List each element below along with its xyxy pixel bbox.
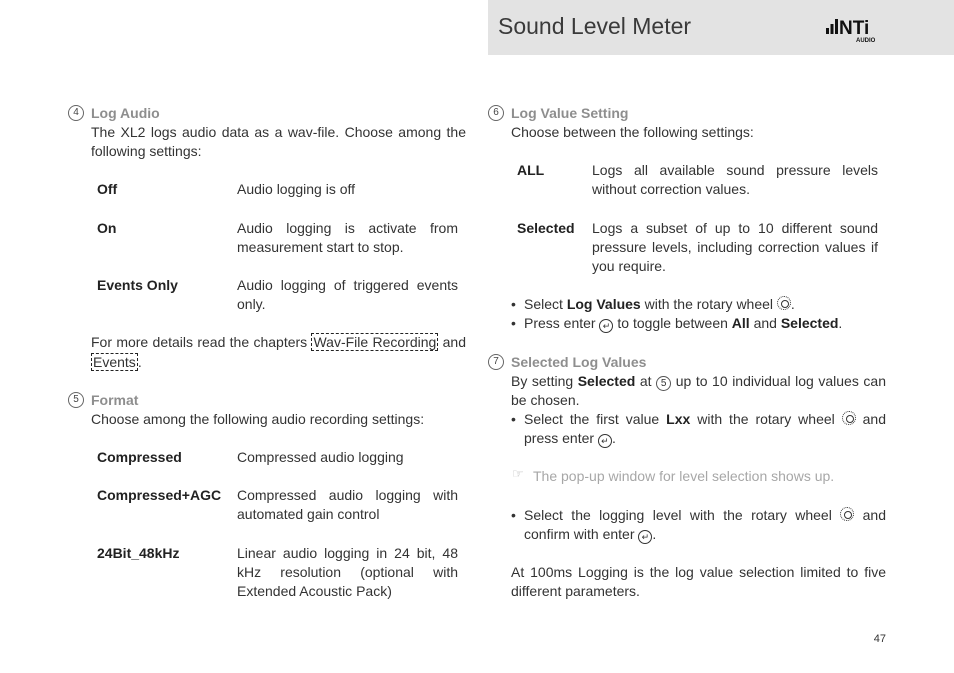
selected-log-values-intro [488,372,886,410]
logo-wordmark: NTi [839,18,870,39]
events-link[interactable]: Events [93,353,136,370]
page-number: 47 [873,633,886,645]
option-key: Compressed [97,449,182,466]
note [488,467,886,486]
format-options [97,448,458,601]
format-intro: Choose among the following audio recording settings: [91,410,425,427]
enter-icon: ↵ [598,434,612,448]
page-title: Sound Level Meter [498,13,692,39]
bullet-item [511,410,886,448]
selected-log-bullets-1 [488,410,886,448]
option-row [97,544,458,602]
option-key: On [97,219,117,236]
bullet-bold: All [731,315,750,332]
rotary-wheel-icon [842,411,856,425]
bullet-text: to toggle between [613,315,732,332]
option-value: Linear audio logging in 24 bit, 48 kHz resolution (optional with Extended Acoustic Pack) [237,544,458,600]
log-audio-details [68,333,466,371]
selected-log-values-heading [488,353,886,372]
option-row [97,448,458,467]
option-value: Logs a subset of up to 10 different sound pressure levels, including correction values if you require. [592,219,878,275]
option-value: Audio logging is off [237,181,356,198]
details-suffix: . [137,353,142,370]
selected-log-values-title: Selected Log Values [511,353,647,370]
bullet-bold: Log Values [566,296,641,313]
step-number-circle: 4 [68,105,84,121]
enter-icon: ↵ [599,319,613,333]
option-key: Selected [517,219,575,236]
nti-audio-logo [826,16,888,44]
step-number-circle: 6 [488,105,504,121]
log-value-options [517,161,878,276]
note-text: The pop-up window for level selection shows up. [533,468,835,485]
bullet-bold: Selected [780,315,839,332]
logo-subtext: AUDIO [856,38,876,44]
details-prefix: For more details read the chapters [91,334,312,351]
option-row [517,219,878,277]
bullet-text: and [749,315,781,332]
option-row [97,219,458,257]
option-value: Compressed audio logging with automated gain control [237,487,458,523]
option-value: Logs all available sound pressure levels without correction values. [592,162,878,198]
log-audio-title: Log Audio [91,105,160,121]
wav-file-recording-link[interactable]: Wav-File Recording [313,334,437,351]
option-row [97,180,458,199]
option-key: ALL [517,162,545,179]
rotary-wheel-icon [777,296,791,310]
log-value-bullets [488,295,886,333]
log-audio-heading [68,104,466,123]
details-mid: and [438,334,467,351]
bullet-text: . [652,525,657,542]
bullet-text: Select the logging level with the rotary wheel [524,506,841,523]
hand-pointer-icon: ☞ [512,466,524,482]
log-audio-intro: The XL2 logs audio data as a wav-file. Choose among the following settings: [91,124,466,160]
log-audio-options [97,180,458,314]
bullet-bold: Lxx [666,411,691,428]
format-title: Format [91,391,139,408]
option-key: Compressed+AGC [97,487,222,504]
option-value: Compressed audio logging [237,449,404,466]
step-number-circle: 5 [68,392,84,408]
option-row [517,161,878,199]
enter-icon: ↵ [638,530,652,544]
intro-bold: Selected [577,372,636,389]
log-value-setting-intro: Choose between the following settings: [511,124,754,140]
option-key: Off [97,181,118,198]
log-value-setting-heading [488,104,886,123]
bullet-text: and confirm with enter [524,506,886,542]
option-row [97,276,458,314]
bullet-item [511,506,886,544]
option-key: 24Bit_48kHz [97,544,180,561]
closing-paragraph: At 100ms Logging is the log value selection limited to five different parameters. [511,564,886,600]
bullet-text: with the rotary wheel [690,411,842,428]
right-column [488,104,886,601]
bullet-item [511,314,886,333]
bullet-text: Select the first value [524,411,667,428]
bullet-text: and press enter [524,411,887,447]
bullet-item [511,295,886,314]
bullet-text: . [838,315,843,332]
step-number-circle: 7 [488,354,504,370]
bullet-text: with the rotary wheel [640,296,774,313]
bullet-text: Press enter [524,315,600,332]
step-reference-circle: 5 [656,376,671,391]
selected-log-bullets-2 [488,506,886,544]
format-heading [68,391,466,410]
header-band [488,0,954,55]
intro-text: at [635,372,657,389]
intro-text: up to 10 individual log values can be chosen. [511,372,886,408]
bullet-text: . [790,296,795,313]
rotary-wheel-icon [840,507,854,521]
option-row [97,486,458,524]
option-value: Audio logging of triggered events only. [237,277,458,313]
option-key: Events Only [97,277,178,294]
left-column [68,104,466,601]
bullet-text: . [611,430,616,447]
option-value: Audio logging is activate from measurement start to stop. [237,219,458,255]
bullet-text: Select [524,296,567,313]
log-value-setting-title: Log Value Setting [511,105,629,121]
intro-text: By setting [511,372,578,389]
